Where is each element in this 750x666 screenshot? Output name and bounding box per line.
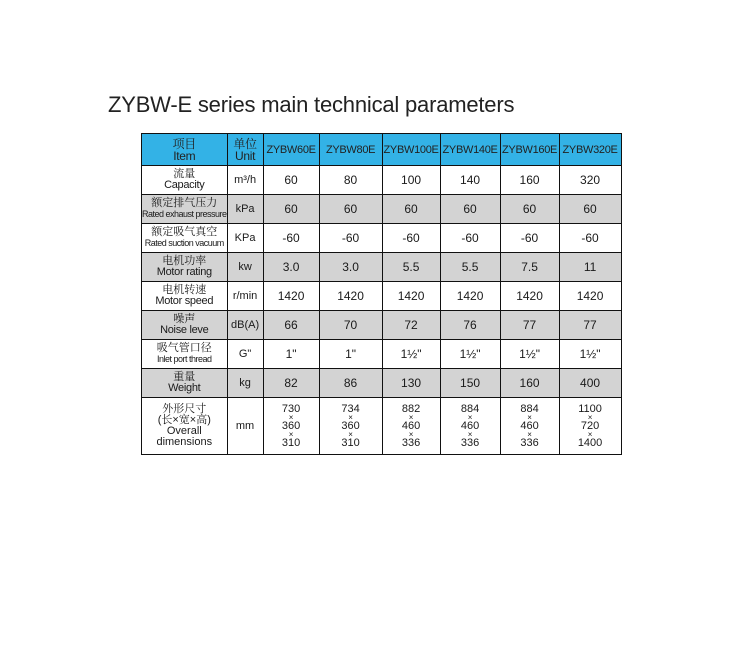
table-cell: 1420 xyxy=(319,282,382,311)
row-label-zh: 额定吸气真空 xyxy=(151,226,218,238)
table-cell: 60 xyxy=(559,195,621,224)
row-label-en: Inlet port thread xyxy=(157,354,212,364)
table-cell: 1420 xyxy=(263,282,319,311)
header-unit-zh: 单位 xyxy=(233,136,257,151)
table-cell: 1½" xyxy=(559,340,621,369)
row-label xyxy=(142,253,228,282)
row-label-en: Noise leve xyxy=(160,324,209,336)
dim-width: 460 xyxy=(460,419,480,432)
table-cell: 7.5 xyxy=(500,253,559,282)
header-model: ZYBW60E xyxy=(263,134,319,166)
dim-height: 336 xyxy=(460,436,480,449)
table-row-dimensions xyxy=(142,398,622,455)
row-label-zh: 电机功率 xyxy=(162,255,207,267)
table-cell: 82 xyxy=(263,369,319,398)
table-cell: 1420 xyxy=(500,282,559,311)
table-cell: 60 xyxy=(263,195,319,224)
table-cell: 130 xyxy=(382,369,440,398)
table-cell: 140 xyxy=(440,166,500,195)
dim-length: 730 xyxy=(281,402,301,415)
row-label-en: Capacity xyxy=(164,179,205,191)
row-label xyxy=(142,224,228,253)
table-cell: 1½" xyxy=(440,340,500,369)
header-item-en: Item xyxy=(173,148,196,163)
dim-width: 360 xyxy=(341,419,360,432)
row-unit: dB(A) xyxy=(227,311,263,340)
header-model: ZYBW80E xyxy=(319,134,382,166)
table-cell: 77 xyxy=(559,311,621,340)
row-label-zh: 额定排气压力 xyxy=(151,197,218,209)
table-cell: 160 xyxy=(500,166,559,195)
table-cell: -60 xyxy=(559,224,621,253)
header-unit xyxy=(227,134,263,166)
table-cell: 66 xyxy=(263,311,319,340)
dim-sep: × xyxy=(348,429,353,439)
dim-sep: × xyxy=(467,412,473,422)
header-item-zh: 项目 xyxy=(172,136,196,151)
table-cell: -60 xyxy=(500,224,559,253)
table-cell: 160 xyxy=(500,369,559,398)
table-row xyxy=(142,311,622,340)
dim-sep: × xyxy=(527,429,532,439)
row-label-zh: 重量 xyxy=(173,371,196,383)
table-cell: 1" xyxy=(319,340,382,369)
table-cell: 3.0 xyxy=(263,253,319,282)
header-model: ZYBW160E xyxy=(500,134,559,166)
table-cell: 72 xyxy=(382,311,440,340)
table-cell: 11 xyxy=(559,253,621,282)
table-cell: 60 xyxy=(500,195,559,224)
table-cell: 150 xyxy=(440,369,500,398)
row-label-zh: 噪声 xyxy=(173,313,196,325)
row-unit: kPa xyxy=(227,195,263,224)
dim-length: 1100 xyxy=(578,402,602,415)
parameters-table xyxy=(141,133,622,455)
row-label-en: Overall xyxy=(166,425,202,437)
dim-length: 734 xyxy=(341,402,360,415)
table-cell: -60 xyxy=(263,224,319,253)
dim-sep: × xyxy=(587,429,593,439)
row-unit: KPa xyxy=(227,224,263,253)
table-cell: 77 xyxy=(500,311,559,340)
header-model: ZYBW100E xyxy=(382,134,440,166)
row-label xyxy=(142,311,228,340)
row-unit: G" xyxy=(227,340,263,369)
row-label-zh: 电机转速 xyxy=(162,284,207,296)
row-label-zh: 外形尺寸 xyxy=(162,403,207,415)
table-cell: 1½" xyxy=(382,340,440,369)
table-cell: 320 xyxy=(559,166,621,195)
table-row xyxy=(142,166,622,195)
table-cell: 1" xyxy=(263,340,319,369)
table-cell: 400 xyxy=(559,369,621,398)
dims-cell xyxy=(559,398,621,455)
table-cell: 80 xyxy=(319,166,382,195)
dims-cell xyxy=(319,398,382,455)
table-cell: 1420 xyxy=(440,282,500,311)
header-item xyxy=(142,134,228,166)
row-label xyxy=(142,398,228,455)
dim-sep: × xyxy=(587,412,593,422)
dim-height: 1400 xyxy=(577,436,603,449)
table-cell: 86 xyxy=(319,369,382,398)
table-cell: 60 xyxy=(440,195,500,224)
dim-length: 882 xyxy=(401,402,421,415)
row-label xyxy=(142,282,228,311)
table-cell: 1420 xyxy=(382,282,440,311)
dim-height: 336 xyxy=(401,436,421,449)
row-label xyxy=(142,166,228,195)
table-cell: -60 xyxy=(440,224,500,253)
dim-width: 460 xyxy=(401,419,421,432)
dim-width: 460 xyxy=(520,419,539,432)
dim-sep: × xyxy=(348,412,353,422)
dim-sep: × xyxy=(408,412,414,422)
table-cell: 70 xyxy=(319,311,382,340)
dim-length: 884 xyxy=(460,402,480,415)
row-unit: kg xyxy=(227,369,263,398)
table-cell: 5.5 xyxy=(382,253,440,282)
dim-width: 720 xyxy=(580,419,600,432)
table-cell: 1420 xyxy=(559,282,621,311)
header-model: ZYBW320E xyxy=(559,134,621,166)
row-label-en: Motor speed xyxy=(155,295,214,307)
row-unit: r/min xyxy=(227,282,263,311)
table-row xyxy=(142,224,622,253)
table-row xyxy=(142,195,622,224)
table-row xyxy=(142,369,622,398)
row-label xyxy=(142,195,228,224)
dim-height: 310 xyxy=(341,436,360,449)
row-label-zh: 流量 xyxy=(173,168,196,180)
header-model: ZYBW140E xyxy=(440,134,500,166)
row-label-zh: 吸气管口径 xyxy=(156,342,212,354)
row-unit: kw xyxy=(227,253,263,282)
row-label-zh-sub: (长×宽×高) xyxy=(157,414,211,426)
table-header-row xyxy=(142,134,622,166)
table-row xyxy=(142,253,622,282)
table-cell: 60 xyxy=(319,195,382,224)
table-cell: 60 xyxy=(382,195,440,224)
row-label-en: Weight xyxy=(168,382,201,394)
table-cell: 1½" xyxy=(500,340,559,369)
dims-cell xyxy=(440,398,500,455)
row-label xyxy=(142,340,228,369)
dim-height: 310 xyxy=(281,436,301,449)
table-cell: 76 xyxy=(440,311,500,340)
table-row xyxy=(142,282,622,311)
row-label-en-sub: dimensions xyxy=(156,436,213,448)
table-row xyxy=(142,340,622,369)
table-cell: 3.0 xyxy=(319,253,382,282)
dim-length: 884 xyxy=(520,402,539,415)
page-title: ZYBW-E series main technical parameters xyxy=(108,92,515,117)
dims-cell xyxy=(382,398,440,455)
row-unit: m³/h xyxy=(227,166,263,195)
dim-height: 336 xyxy=(520,436,539,449)
table-cell: 5.5 xyxy=(440,253,500,282)
dim-sep: × xyxy=(527,412,532,422)
dims-cell xyxy=(263,398,319,455)
dim-sep: × xyxy=(467,429,473,439)
table-cell: -60 xyxy=(319,224,382,253)
dim-width: 360 xyxy=(281,419,301,432)
dim-sep: × xyxy=(408,429,414,439)
table-cell: 60 xyxy=(263,166,319,195)
row-label xyxy=(142,369,228,398)
table-cell: -60 xyxy=(382,224,440,253)
row-label-en: Rated suction vacuum xyxy=(144,238,224,248)
row-unit: mm xyxy=(227,398,263,455)
row-label-en: Motor rating xyxy=(156,266,212,278)
header-unit-en: Unit xyxy=(234,148,256,163)
dims-cell xyxy=(500,398,559,455)
dim-sep: × xyxy=(288,412,294,422)
row-label-en: Rated exhaust pressure xyxy=(142,209,227,219)
table-cell: 100 xyxy=(382,166,440,195)
dim-sep: × xyxy=(288,429,294,439)
